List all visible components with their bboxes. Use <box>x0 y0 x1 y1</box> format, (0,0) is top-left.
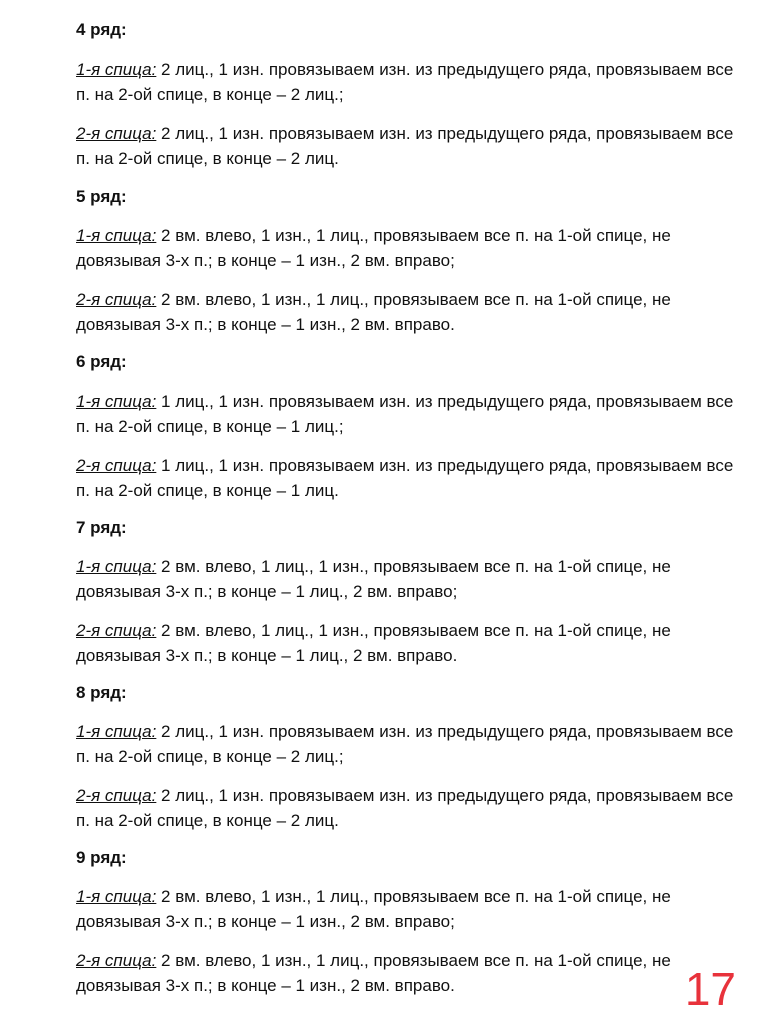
row-heading: 8 ряд: <box>76 683 127 702</box>
needle-label: 1-я спица: <box>76 392 157 411</box>
instruction-text: 1 лиц., 1 изн. провязываем изн. из предыдущего ряда, провязываем все п. на 2-ой спице, в конце – 1 лиц.; <box>76 392 734 436</box>
instruction-text: 2 лиц., 1 изн. провязываем изн. из предыдущего ряда, провязываем все п. на 2-ой спице, в конце – 2 лиц.; <box>76 60 734 104</box>
needle-label: 2-я спица: <box>76 621 157 640</box>
row-heading: 6 ряд: <box>76 352 127 371</box>
needle-label: 2-я спица: <box>76 456 157 475</box>
needle-instruction <box>76 618 741 668</box>
needle-label: 2-я спица: <box>76 786 157 805</box>
needle-instruction <box>76 57 741 107</box>
needle-label: 1-я спица: <box>76 60 157 79</box>
instruction-text: 2 вм. влево, 1 лиц., 1 изн., провязываем все п. на 1-ой спице, не довязывая 3-х п.; в конце – 1 лиц., 2 вм. вправо; <box>76 557 671 601</box>
instruction-text: 2 лиц., 1 изн. провязываем изн. из предыдущего ряда, провязываем все п. на 2-ой спице, в конце – 2 лиц. <box>76 786 734 830</box>
needle-instruction <box>76 719 741 769</box>
instruction-text: 2 лиц., 1 изн. провязываем изн. из предыдущего ряда, провязываем все п. на 2-ой спице, в конце – 2 лиц.; <box>76 722 734 766</box>
instruction-text: 2 вм. влево, 1 изн., 1 лиц., провязываем все п. на 1-ой спице, не довязывая 3-х п.; в конце – 1 изн., 2 вм. вправо. <box>76 951 671 995</box>
needle-instruction <box>76 287 741 337</box>
needle-label: 1-я спица: <box>76 226 157 245</box>
needle-label: 1-я спица: <box>76 557 157 576</box>
needle-instruction <box>76 453 741 503</box>
row-heading: 7 ряд: <box>76 518 127 537</box>
row-heading: 4 ряд: <box>76 20 127 39</box>
needle-label: 2-я спица: <box>76 290 157 309</box>
row-heading: 5 ряд: <box>76 187 127 206</box>
needle-label: 2-я спица: <box>76 124 157 143</box>
needle-instruction <box>76 554 741 604</box>
needle-label: 1-я спица: <box>76 722 157 741</box>
page-number: 17 <box>684 963 736 1015</box>
needle-instruction <box>76 389 741 439</box>
instruction-text: 1 лиц., 1 изн. провязываем изн. из предыдущего ряда, провязываем все п. на 2-ой спице, в конце – 1 лиц. <box>76 456 734 500</box>
needle-instruction <box>76 948 741 998</box>
needle-label: 1-я спица: <box>76 887 157 906</box>
needle-instruction <box>76 121 741 171</box>
needle-instruction <box>76 223 741 273</box>
instruction-text: 2 вм. влево, 1 изн., 1 лиц., провязываем все п. на 1-ой спице, не довязывая 3-х п.; в конце – 1 изн., 2 вм. вправо; <box>76 226 671 270</box>
needle-label: 2-я спица: <box>76 951 157 970</box>
needle-instruction <box>76 884 741 934</box>
row-heading: 9 ряд: <box>76 848 127 867</box>
instruction-text: 2 вм. влево, 1 изн., 1 лиц., провязываем все п. на 1-ой спице, не довязывая 3-х п.; в конце – 1 изн., 2 вм. вправо. <box>76 290 671 334</box>
needle-instruction <box>76 783 741 833</box>
instruction-text: 2 лиц., 1 изн. провязываем изн. из предыдущего ряда, провязываем все п. на 2-ой спице, в конце – 2 лиц. <box>76 124 734 168</box>
instruction-text: 2 вм. влево, 1 лиц., 1 изн., провязываем все п. на 1-ой спице, не довязывая 3-х п.; в конце – 1 лиц., 2 вм. вправо. <box>76 621 671 665</box>
instruction-text: 2 вм. влево, 1 изн., 1 лиц., провязываем все п. на 1-ой спице, не довязывая 3-х п.; в конце – 1 изн., 2 вм. вправо; <box>76 887 671 931</box>
